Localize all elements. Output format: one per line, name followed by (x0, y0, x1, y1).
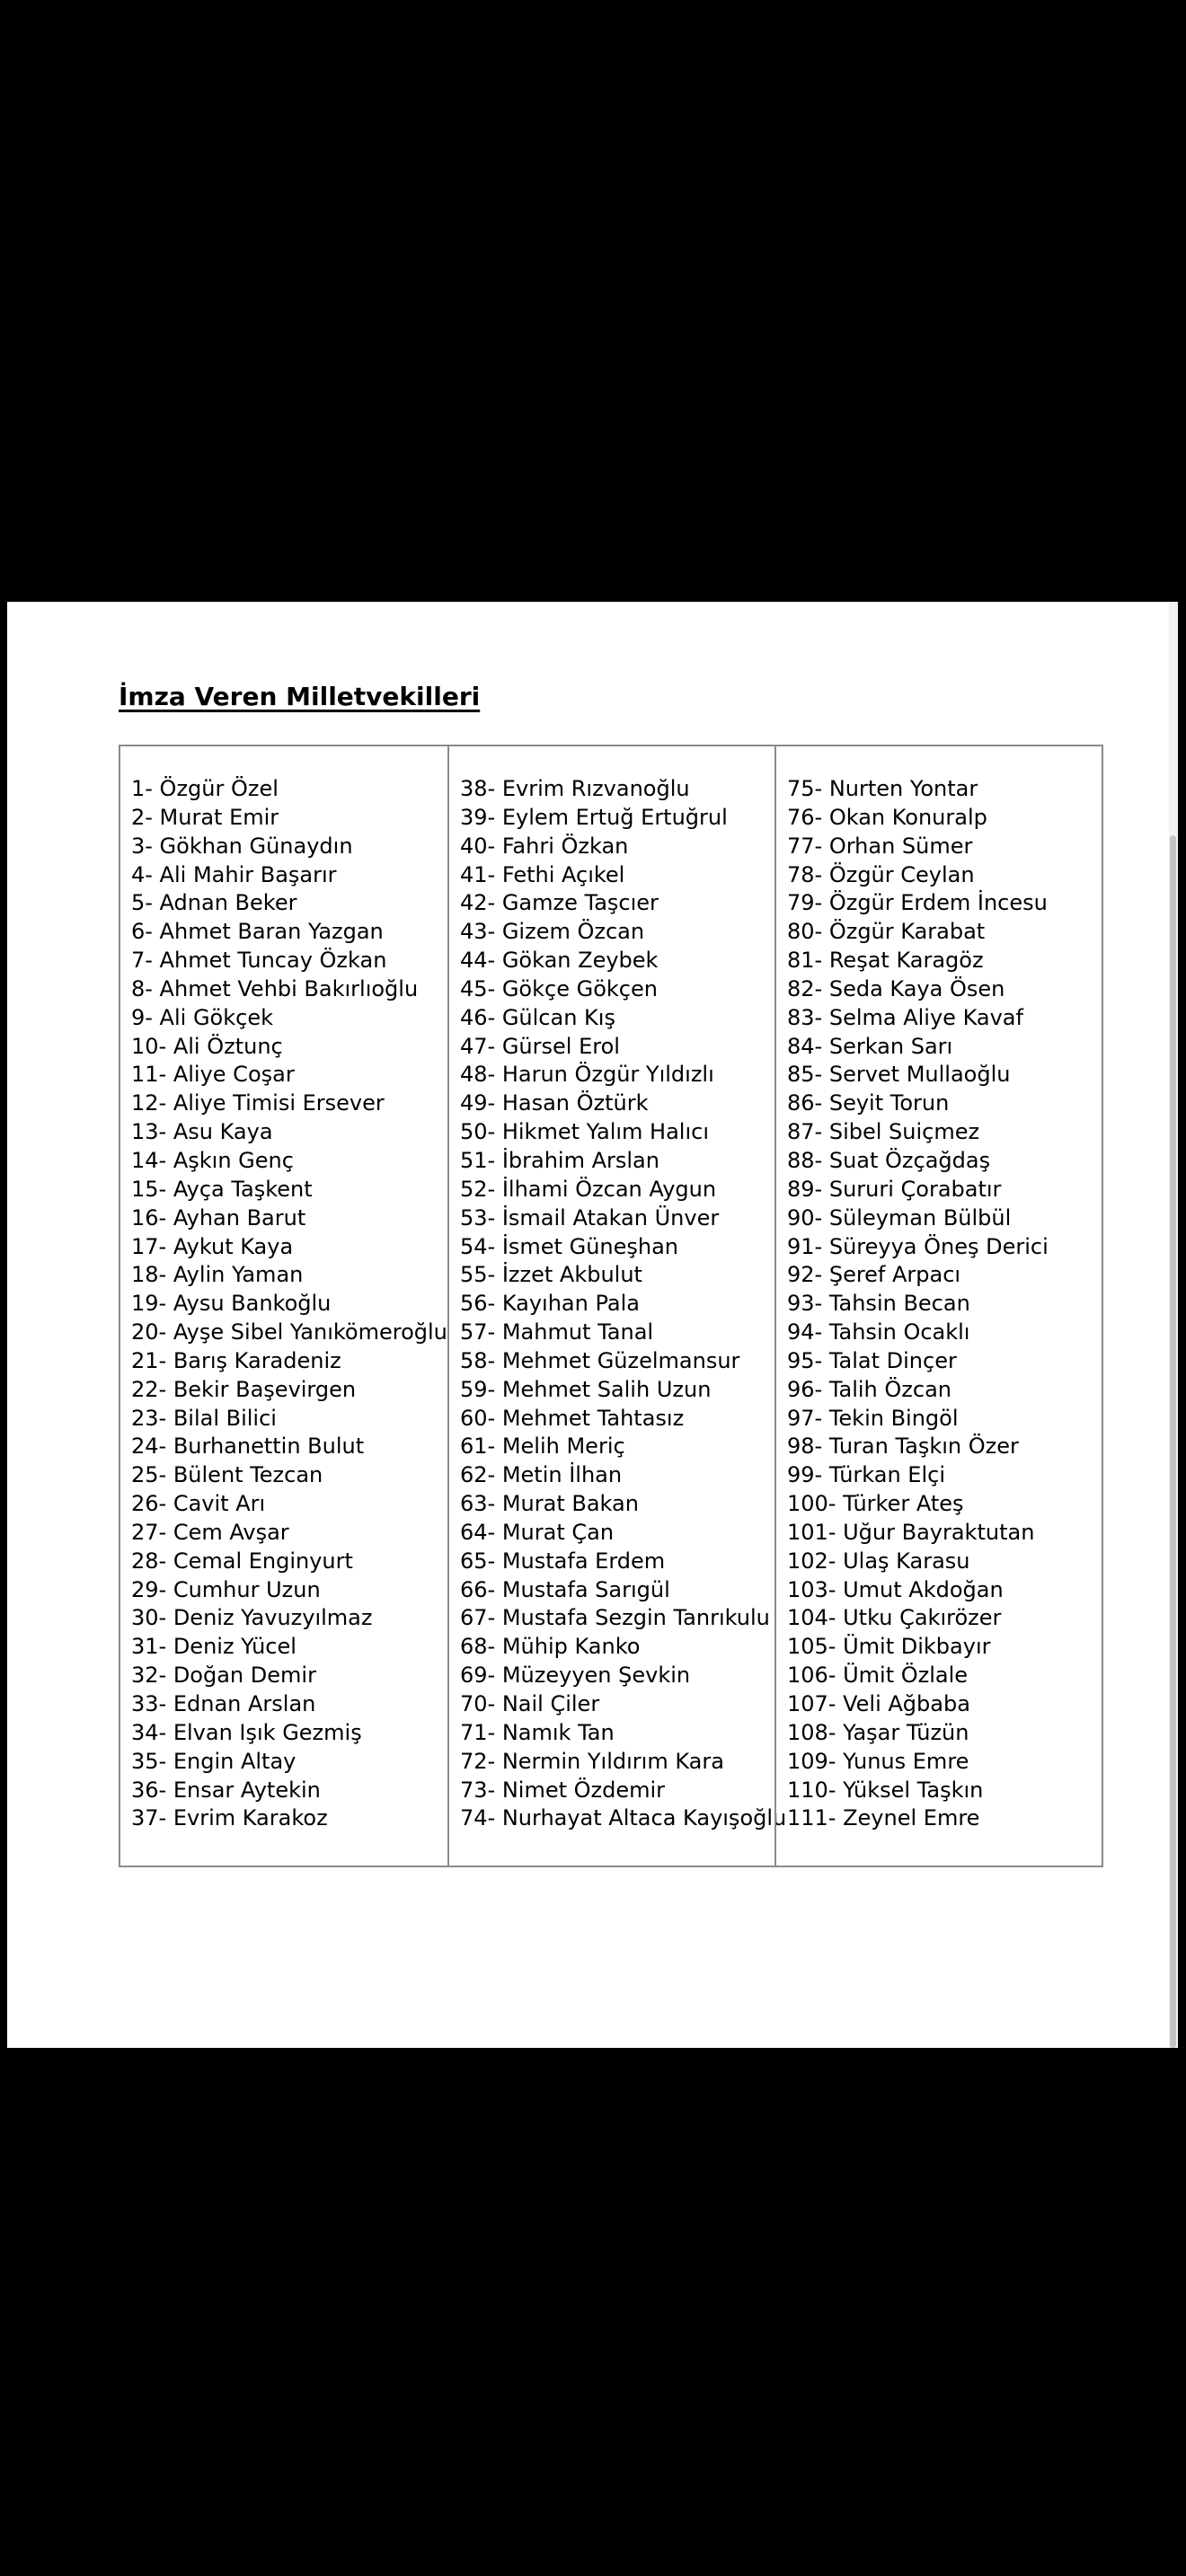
list-item: 33- Ednan Arslan (131, 1691, 316, 1716)
list-item: 68- Mühip Kanko (460, 1634, 641, 1660)
list-item: 11- Aliye Coşar (131, 1062, 295, 1088)
list-item: 91- Süreyya Öneş Derici (787, 1233, 1049, 1259)
list-item: 97- Tekin Bingöl (787, 1405, 959, 1431)
list-item: 75- Nurten Yontar (787, 776, 978, 801)
list-item: 31- Deniz Yücel (131, 1634, 296, 1660)
list-item: 104- Utku Çakırözer (787, 1605, 1002, 1631)
list-item: 12- Aliye Timisi Ersever (131, 1090, 385, 1116)
list-item: 23- Bilal Bilici (131, 1405, 277, 1431)
list-item: 2- Murat Emir (131, 804, 279, 830)
list-item: 52- İlhami Özcan Aygun (460, 1176, 717, 1202)
list-item: 8- Ahmet Vehbi Bakırlıoğlu (131, 975, 419, 1001)
list-item: 60- Mehmet Tahtasız (460, 1405, 685, 1431)
list-item: 64- Murat Çan (460, 1519, 615, 1545)
list-item: 22- Bekir Başevirgen (131, 1376, 357, 1402)
list-item: 39- Eylem Ertuğ Ertuğrul (460, 804, 728, 830)
list-item: 83- Selma Aliye Kavaf (787, 1004, 1023, 1030)
list-item: 45- Gökçe Gökçen (460, 975, 658, 1001)
list-item: 63- Murat Bakan (460, 1491, 639, 1517)
list-item: 41- Fethi Açıkel (460, 861, 625, 887)
list-item: 48- Harun Özgür Yıldızlı (460, 1062, 714, 1088)
list-item: 81- Reşat Karagöz (787, 948, 984, 974)
list-item: 111- Zeynel Emre (787, 1805, 980, 1831)
list-item: 7- Ahmet Tuncay Özkan (131, 948, 387, 974)
list-item: 61- Melih Meriç (460, 1434, 625, 1460)
list-item: 89- Sururi Çorabatır (787, 1176, 1002, 1202)
list-item: 95- Talat Dinçer (787, 1347, 957, 1373)
list-item: 78- Özgür Ceylan (787, 861, 975, 887)
list-item: 24- Burhanettin Bulut (131, 1434, 365, 1460)
list-item: 17- Aykut Kaya (131, 1233, 294, 1259)
list-item: 21- Barış Karadeniz (131, 1347, 341, 1373)
list-item: 106- Ümit Özlale (787, 1663, 969, 1689)
list-item: 27- Cem Avşar (131, 1519, 289, 1545)
list-item: 57- Mahmut Tanal (460, 1319, 654, 1345)
list-item: 87- Sibel Suiçmez (787, 1119, 980, 1145)
list-item: 9- Ali Gökçek (131, 1004, 273, 1030)
list-item: 26- Cavit Arı (131, 1491, 266, 1517)
list-item: 79- Özgür Erdem İncesu (787, 890, 1048, 916)
list-item: 80- Özgür Karabat (787, 919, 986, 945)
list-item: 108- Yaşar Tüzün (787, 1719, 969, 1745)
list-item: 15- Ayça Taşkent (131, 1176, 313, 1202)
list-item: 4- Ali Mahir Başarır (131, 861, 337, 887)
list-item: 107- Veli Ağbaba (787, 1691, 970, 1716)
list-item: 102- Ulaş Karasu (787, 1548, 970, 1574)
list-item: 46- Gülcan Kış (460, 1004, 615, 1030)
list-item: 110- Yüksel Taşkın (787, 1777, 984, 1803)
list-item: 43- Gizem Özcan (460, 919, 645, 945)
list-item: 6- Ahmet Baran Yazgan (131, 919, 384, 945)
list-item: 34- Elvan Işık Gezmiş (131, 1719, 362, 1745)
list-item: 37- Evrim Karakoz (131, 1805, 328, 1831)
list-item: 82- Seda Kaya Ösen (787, 975, 1005, 1001)
list-item: 90- Süleyman Bülbül (787, 1204, 1012, 1231)
list-item: 44- Gökan Zeybek (460, 948, 659, 974)
list-item: 62- Metin İlhan (460, 1462, 623, 1488)
list-item: 20- Ayşe Sibel Yanıkömeroğlu (131, 1319, 447, 1345)
list-item: 42- Gamze Taşcıer (460, 890, 659, 916)
list-item: 73- Nimet Özdemir (460, 1777, 666, 1803)
list-item: 53- İsmail Atakan Ünver (460, 1204, 720, 1231)
list-item: 65- Mustafa Erdem (460, 1548, 666, 1574)
list-item: 86- Seyit Torun (787, 1090, 950, 1116)
document-page (7, 602, 1176, 2048)
list-item: 93- Tahsin Becan (787, 1291, 970, 1317)
list-item: 67- Mustafa Sezgin Tanrıkulu (460, 1605, 770, 1631)
list-item: 13- Asu Kaya (131, 1119, 273, 1145)
list-item: 3- Gökhan Günaydın (131, 833, 353, 859)
list-item: 98- Turan Taşkın Özer (787, 1434, 1019, 1460)
list-item: 94- Tahsin Ocaklı (787, 1319, 970, 1345)
list-item: 100- Türker Ateş (787, 1491, 964, 1517)
list-item: 71- Namık Tan (460, 1719, 615, 1745)
list-item: 38- Evrim Rızvanoğlu (460, 776, 690, 801)
list-item: 29- Cumhur Uzun (131, 1576, 321, 1602)
list-item: 30- Deniz Yavuzyılmaz (131, 1605, 373, 1631)
list-item: 14- Aşkın Genç (131, 1147, 294, 1173)
list-item: 69- Müzeyyen Şevkin (460, 1663, 691, 1689)
list-item: 50- Hikmet Yalım Halıcı (460, 1119, 709, 1145)
signatories-column-1 (120, 746, 447, 1866)
list-item: 101- Uğur Bayraktutan (787, 1519, 1035, 1545)
list-item: 58- Mehmet Güzelmansur (460, 1347, 740, 1373)
list-item: 35- Engin Altay (131, 1748, 296, 1774)
list-item: 40- Fahri Özkan (460, 833, 629, 859)
list-item: 105- Ümit Dikbayır (787, 1634, 991, 1660)
list-item: 36- Ensar Aytekin (131, 1777, 321, 1803)
list-item: 85- Servet Mullaoğlu (787, 1062, 1011, 1088)
list-item: 19- Aysu Bankoğlu (131, 1291, 332, 1317)
list-item: 47- Gürsel Erol (460, 1033, 620, 1059)
list-item: 84- Serkan Sarı (787, 1033, 953, 1059)
list-item: 10- Ali Öztunç (131, 1033, 283, 1059)
list-item: 25- Bülent Tezcan (131, 1462, 323, 1488)
list-item: 103- Umut Akdoğan (787, 1576, 1004, 1602)
list-item: 59- Mehmet Salih Uzun (460, 1376, 712, 1402)
list-item: 18- Aylin Yaman (131, 1262, 304, 1288)
list-item: 56- Kayıhan Pala (460, 1291, 640, 1317)
document-title: İmza Veren Milletvekilleri (119, 682, 481, 711)
list-item: 49- Hasan Öztürk (460, 1090, 649, 1116)
list-item: 32- Doğan Demir (131, 1663, 316, 1689)
signatories-column-3 (774, 746, 1102, 1866)
list-item: 74- Nurhayat Altaca Kayışoğlu (460, 1805, 787, 1831)
list-item: 72- Nermin Yıldırım Kara (460, 1748, 724, 1774)
list-item: 5- Adnan Beker (131, 890, 297, 916)
list-item: 109- Yunus Emre (787, 1748, 969, 1774)
list-item: 76- Okan Konuralp (787, 804, 987, 830)
signatories-table (119, 745, 1103, 1867)
list-item: 54- İsmet Güneşhan (460, 1233, 679, 1259)
list-item: 99- Türkan Elçi (787, 1462, 945, 1488)
list-item: 70- Nail Çiler (460, 1691, 600, 1716)
list-item: 28- Cemal Enginyurt (131, 1548, 353, 1574)
list-item: 16- Ayhan Barut (131, 1204, 306, 1231)
signatories-column-2 (447, 746, 787, 1866)
list-item: 66- Mustafa Sarıgül (460, 1576, 670, 1602)
list-item: 96- Talih Özcan (787, 1376, 951, 1402)
list-item: 55- İzzet Akbulut (460, 1262, 642, 1288)
list-item: 51- İbrahim Arslan (460, 1147, 659, 1173)
list-item: 77- Orhan Sümer (787, 833, 973, 859)
list-item: 1- Özgür Özel (131, 776, 279, 801)
scrollbar-thumb[interactable] (1170, 835, 1176, 2048)
list-item: 92- Şeref Arpacı (787, 1262, 961, 1288)
list-item: 88- Suat Özçağdaş (787, 1147, 991, 1173)
